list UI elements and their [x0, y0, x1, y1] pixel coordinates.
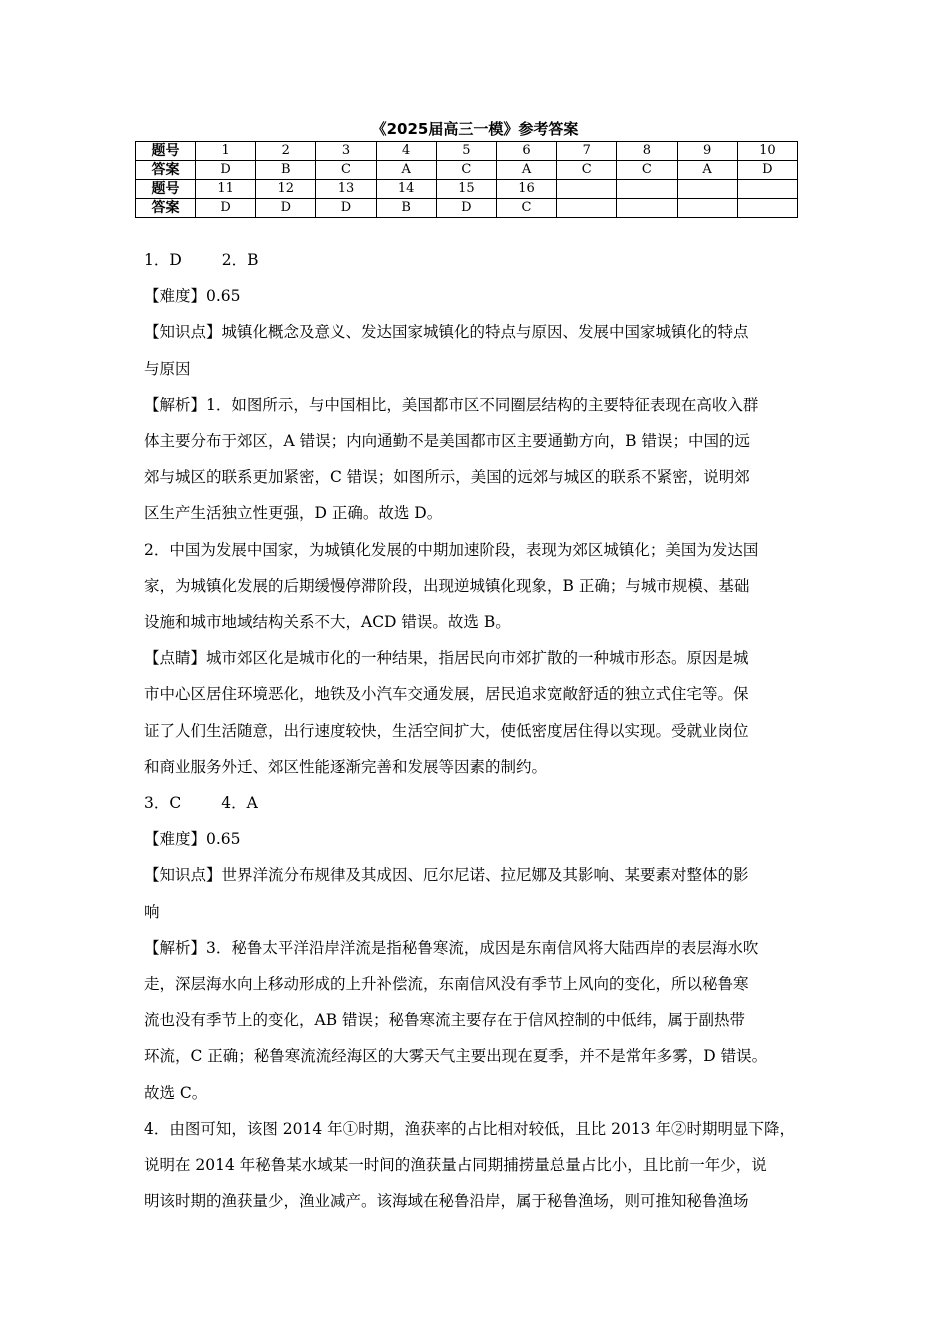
- answer-table-row: [136, 161, 798, 180]
- table-cell: A: [677, 161, 737, 180]
- table-cell: [617, 199, 677, 218]
- table-cell: B: [376, 199, 436, 218]
- table-cell: 6: [496, 142, 556, 161]
- table-cell: D: [737, 161, 797, 180]
- table-cell: 2: [256, 142, 316, 161]
- table-cell: 7: [557, 142, 617, 161]
- table-cell: 5: [436, 142, 496, 161]
- table-cell: C: [316, 161, 376, 180]
- table-cell: 14: [376, 180, 436, 199]
- row-label: 题号: [136, 180, 196, 199]
- answer-line: [144, 242, 814, 278]
- difficulty-line: 【难度】0.65: [144, 287, 241, 306]
- table-cell: C: [436, 161, 496, 180]
- answer-item: 3．C: [144, 794, 182, 813]
- table-cell: A: [496, 161, 556, 180]
- table-cell: 9: [677, 142, 737, 161]
- table-cell: 8: [617, 142, 677, 161]
- table-cell: 16: [496, 180, 556, 199]
- analysis-line: 郊与城区的联系更加紧密，C 错误；如图所示，美国的远郊与城区的联系不紧密，说明郊: [144, 468, 750, 487]
- table-cell: A: [376, 161, 436, 180]
- explanation-content: [144, 242, 814, 1219]
- table-cell: B: [256, 161, 316, 180]
- knowledge-line: 响: [144, 902, 160, 921]
- analysis-line: 明该时期的渔获量少，渔业减产。该海域在秘鲁沿岸，属于秘鲁渔场，则可推知秘鲁渔场: [144, 1192, 749, 1211]
- analysis-line: 说明在 2014 年秘鲁某水域某一时间的渔获量占同期捕捞量总量占比小，且比前一年少，说: [144, 1156, 767, 1175]
- table-cell: 4: [376, 142, 436, 161]
- analysis-line: 【解析】3．秘鲁太平洋沿岸洋流是指秘鲁寒流，成因是东南信风将大陆西岸的表层海水吹: [144, 938, 759, 957]
- table-cell: 3: [316, 142, 376, 161]
- table-cell: C: [557, 161, 617, 180]
- analysis-line: 环流，C 正确；秘鲁寒流流经海区的大雾天气主要出现在夏季，并不是常年多雾，D 错误。: [144, 1047, 768, 1066]
- analysis-line: 故选 C。: [144, 1083, 208, 1102]
- table-cell: D: [316, 199, 376, 218]
- analysis-line: 2．中国为发展中国家，为城镇化发展的中期加速阶段，表现为郊区城镇化；美国为发达国: [144, 540, 759, 559]
- table-cell: 15: [436, 180, 496, 199]
- answer-line: [144, 785, 814, 821]
- answer-table-row: [136, 199, 798, 218]
- answer-item: 4．A: [221, 794, 258, 813]
- table-cell: D: [196, 199, 256, 218]
- comment-line: 【点睛】城市郊区化是城市化的一种结果，指居民向市郊扩散的一种城市形态。原因是城: [144, 649, 749, 668]
- analysis-line: 4．由图可知，该图 2014 年①时期，渔获率的占比相对较低，且比 2013 年②时期明显下降，: [144, 1119, 795, 1138]
- answer-table-row: [136, 142, 798, 161]
- table-cell: 1: [196, 142, 256, 161]
- analysis-line: 体主要分布于郊区，A 错误；内向通勤不是美国都市区主要通勤方向，B 错误；中国的远: [144, 432, 750, 451]
- table-cell: D: [256, 199, 316, 218]
- table-cell: [677, 199, 737, 218]
- analysis-line: 区生产生活独立性更强，D 正确。故选 D。: [144, 504, 443, 523]
- knowledge-line: 【知识点】世界洋流分布规律及其成因、厄尔尼诺、拉尼娜及其影响、某要素对整体的影: [144, 866, 749, 885]
- answer-item: 2．B: [221, 251, 259, 269]
- table-cell: 12: [256, 180, 316, 199]
- table-cell: 13: [316, 180, 376, 199]
- table-cell: [737, 180, 797, 199]
- comment-line: 市中心区居住环境恶化，地铁及小汽车交通发展，居民追求宽敞舒适的独立式住宅等。保: [144, 685, 749, 704]
- table-cell: D: [436, 199, 496, 218]
- table-cell: [557, 180, 617, 199]
- answer-item: 1．D: [144, 251, 182, 269]
- row-label: 答案: [136, 161, 196, 180]
- analysis-line: 流也没有季节上的变化，AB 错误；秘鲁寒流主要存在于信风控制的中低纬，属于副热带: [144, 1011, 746, 1030]
- analysis-line: 设施和城市地域结构关系不大，ACD 错误。故选 B。: [144, 613, 511, 632]
- table-cell: C: [496, 199, 556, 218]
- knowledge-line: 与原因: [144, 359, 191, 378]
- table-cell: [677, 180, 737, 199]
- table-cell: [737, 199, 797, 218]
- comment-line: 证了人们生活随意，出行速度较快，生活空间扩大，使低密度居住得以实现。受就业岗位: [144, 721, 749, 740]
- difficulty-line: 【难度】0.65: [144, 830, 241, 849]
- analysis-line: 【解析】1．如图所示，与中国相比，美国都市区不同圈层结构的主要特征表现在高收入群: [144, 395, 759, 414]
- comment-line: 和商业服务外迁、郊区性能逐渐完善和发展等因素的制约。: [144, 757, 548, 776]
- row-label: 题号: [136, 142, 196, 161]
- table-cell: C: [617, 161, 677, 180]
- row-label: 答案: [136, 199, 196, 218]
- knowledge-line: 【知识点】城镇化概念及意义、发达国家城镇化的特点与原因、发展中国家城镇化的特点: [144, 323, 749, 342]
- table-cell: [557, 199, 617, 218]
- table-cell: D: [196, 161, 256, 180]
- table-cell: 10: [737, 142, 797, 161]
- answer-table: [135, 141, 798, 218]
- document-title: 《2025届高三一模》参考答案: [371, 120, 579, 138]
- analysis-line: 家，为城镇化发展的后期缓慢停滞阶段，出现逆城镇化现象，B 正确；与城市规模、基础: [144, 576, 750, 595]
- table-cell: [617, 180, 677, 199]
- answer-table-row: [136, 180, 798, 199]
- table-cell: 11: [196, 180, 256, 199]
- analysis-line: 走，深层海水向上移动形成的上升补偿流，东南信风没有季节上风向的变化，所以秘鲁寒: [144, 975, 749, 994]
